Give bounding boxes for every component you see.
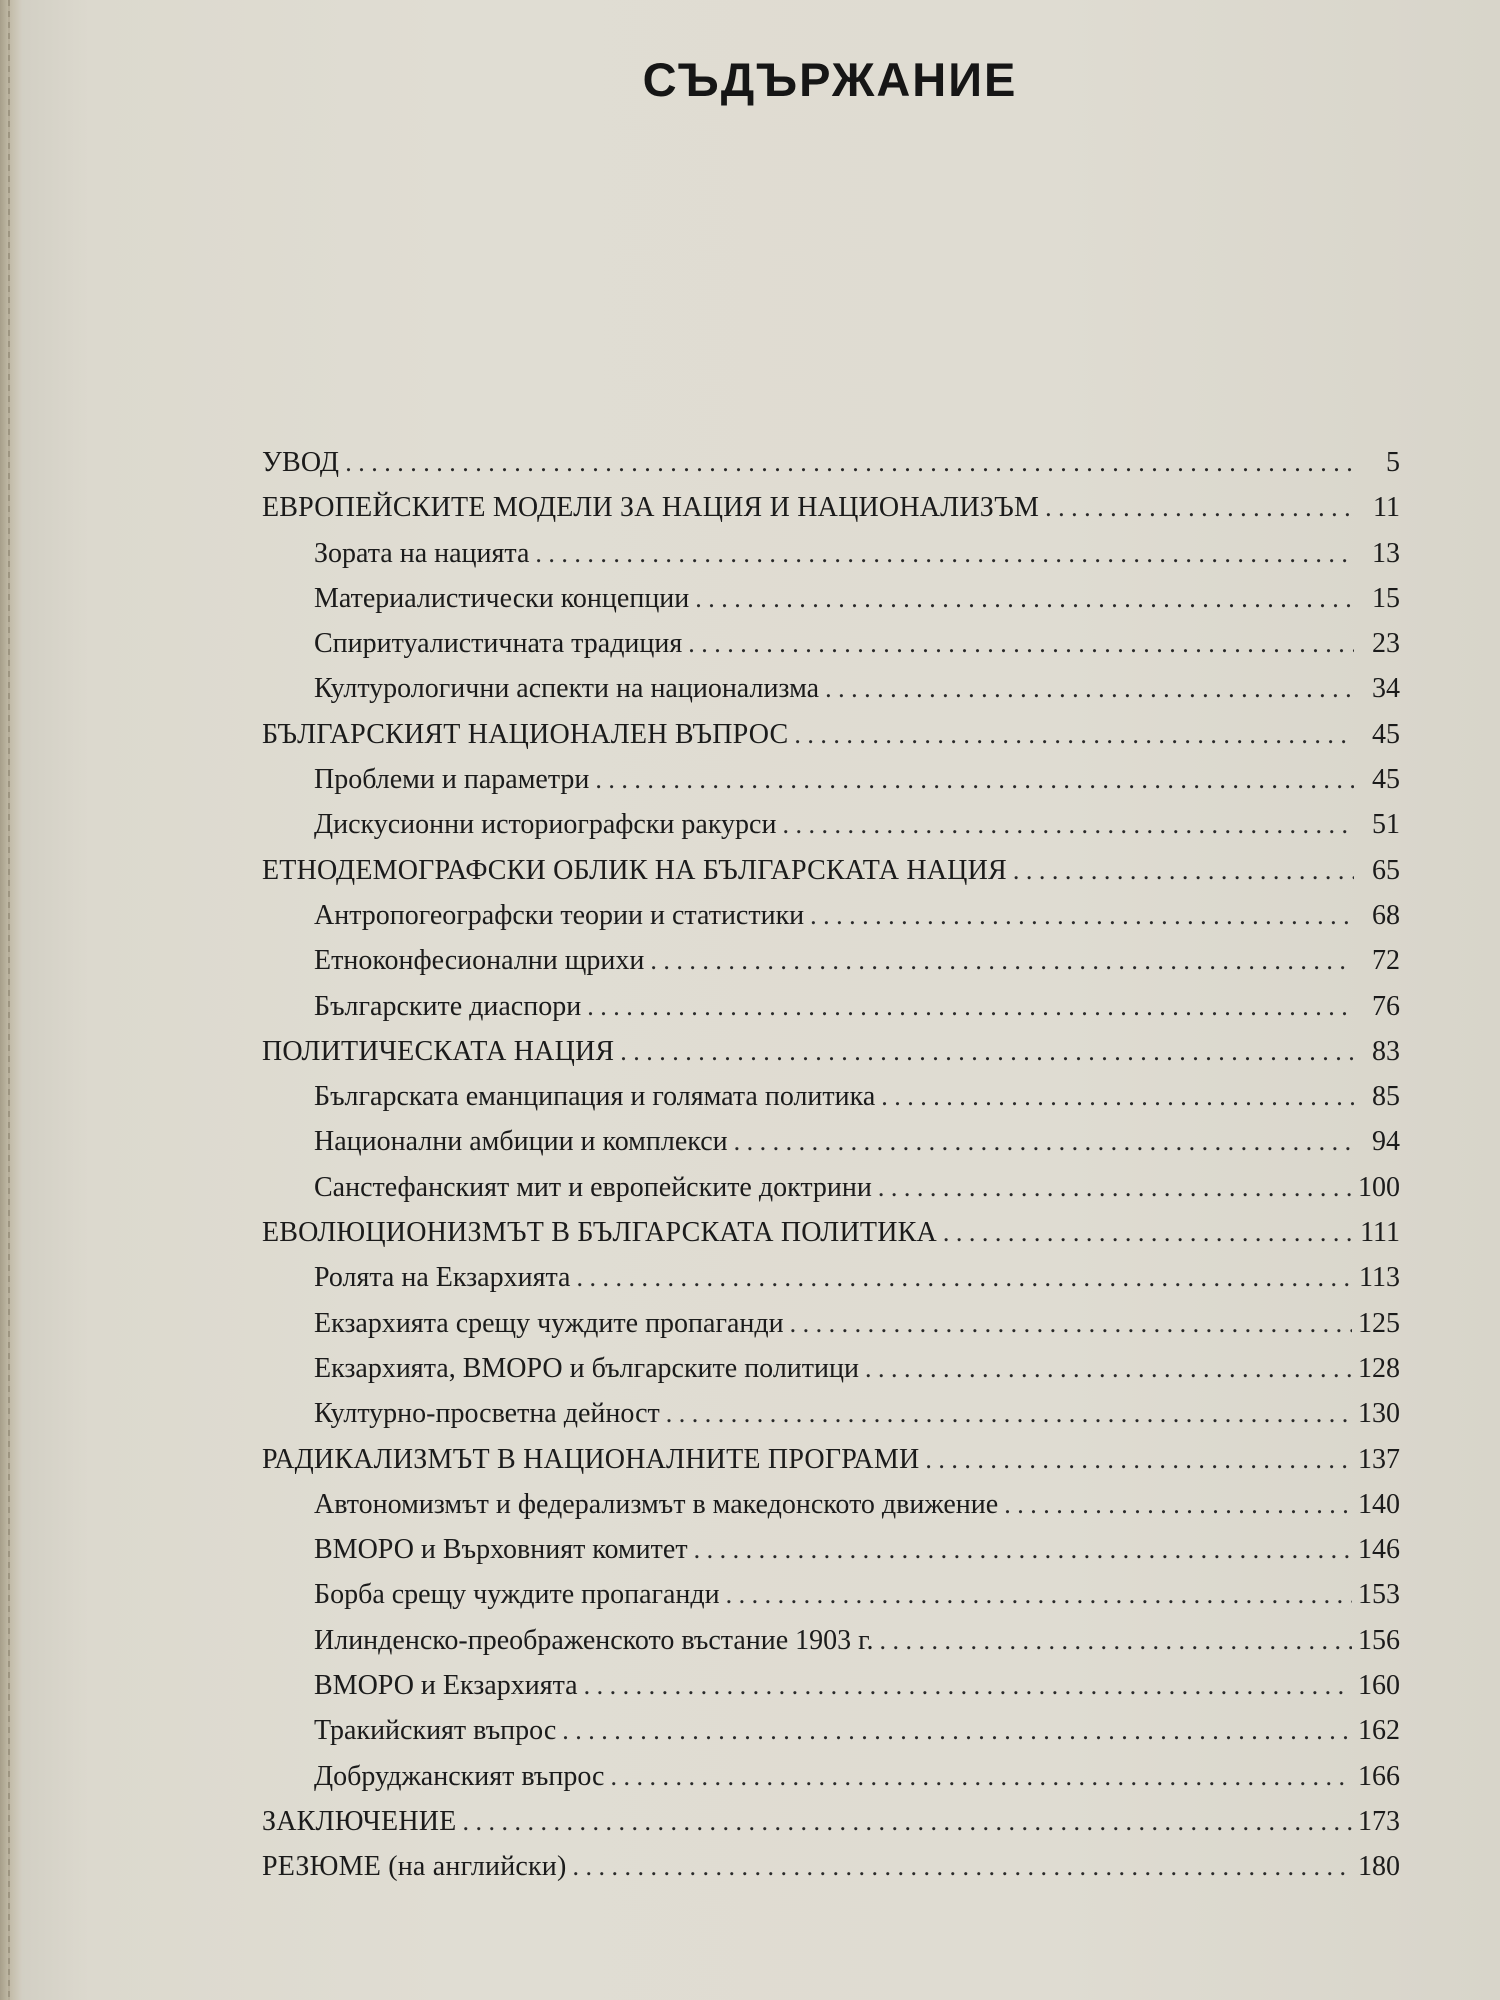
toc-section-entry	[262, 1708, 1400, 1753]
toc-page-number: 160	[1358, 1670, 1400, 1702]
page-title: СЪДЪРЖАНИЕ	[642, 53, 1018, 106]
toc-section-entry	[262, 666, 1400, 711]
toc-chapter-entry	[262, 1210, 1400, 1255]
toc-entry-label: Етноконфесионални щрихи	[314, 945, 645, 977]
toc-section-entry	[262, 1165, 1400, 1210]
toc-dot-leader	[1013, 848, 1354, 893]
toc-page-number: 45	[1372, 764, 1400, 796]
toc-page-number: 65	[1372, 854, 1400, 886]
toc-page-number: 173	[1358, 1805, 1400, 1837]
toc-entry-label: Борба срещу чуждите пропаганди	[314, 1579, 720, 1611]
toc-page-number: 166	[1358, 1760, 1400, 1792]
toc-entry-label: Зората на нацията	[314, 537, 530, 569]
toc-section-entry	[262, 757, 1400, 802]
toc-entry-label: Ролята на Екзархията	[314, 1262, 571, 1294]
toc-dot-leader	[535, 531, 1354, 576]
toc-dot-leader	[595, 757, 1354, 802]
toc-dot-leader	[825, 666, 1354, 711]
toc-page-number: 85	[1372, 1081, 1400, 1113]
toc-dot-leader	[881, 1074, 1354, 1119]
toc-page-number: 76	[1372, 990, 1400, 1022]
toc-dot-leader	[584, 1663, 1352, 1708]
toc-dot-leader	[587, 984, 1354, 1029]
toc-entry-label: УВОД	[262, 447, 340, 478]
toc-dot-leader	[810, 893, 1354, 938]
toc-dot-leader	[695, 576, 1354, 621]
toc-section-entry	[262, 576, 1400, 621]
toc-section-entry	[262, 1663, 1400, 1708]
toc-dot-leader	[688, 621, 1354, 666]
toc-dot-leader	[462, 1799, 1352, 1844]
toc-entry-label: Българската еманципация и голямата политика	[314, 1081, 876, 1113]
toc-dot-leader	[694, 1527, 1352, 1572]
toc-dot-leader	[782, 802, 1354, 847]
toc-dot-leader	[666, 1391, 1352, 1436]
toc-section-entry	[262, 802, 1400, 847]
toc-page-number: 125	[1358, 1307, 1400, 1339]
toc-entry-label: Тракийският въпрос	[314, 1715, 557, 1747]
toc-entry-label: Културологични аспекти на национализма	[314, 673, 820, 705]
toc-page-number: 128	[1358, 1352, 1400, 1384]
toc-entry-label: Проблеми и параметри	[314, 764, 590, 796]
toc-page-number: 13	[1372, 537, 1400, 569]
toc-page-number: 11	[1373, 492, 1400, 524]
toc-section-entry	[262, 1482, 1400, 1527]
toc-section-entry	[262, 1255, 1400, 1300]
toc-dot-leader	[610, 1754, 1352, 1799]
toc-dot-leader	[865, 1346, 1352, 1391]
toc-entry-label: БЪЛГАРСКИЯТ НАЦИОНАЛЕН ВЪПРОС	[262, 718, 789, 750]
toc-section-entry	[262, 1754, 1400, 1799]
toc-dot-leader	[1045, 485, 1354, 530]
toc-entry-label: Културно-просветна дейност	[314, 1398, 660, 1430]
toc-dot-leader	[790, 1301, 1352, 1346]
toc-page-number: 72	[1372, 945, 1400, 977]
toc-entry-label: Екзархията срещу чуждите пропаганди	[314, 1307, 784, 1339]
toc-entry-label: Автономизмът и федерализмът в македонското движение	[314, 1488, 999, 1520]
toc-section-entry	[262, 938, 1400, 983]
toc-entry-label: Екзархията, ВМОРО и българските политици	[314, 1352, 859, 1384]
toc-section-entry	[262, 1346, 1400, 1391]
toc-section-entry	[262, 984, 1400, 1029]
toc-entry-label: Илинденско-преображенското въстание 1903 г.	[314, 1624, 874, 1656]
toc-entry-label: ВМОРО и Екзархията	[314, 1670, 578, 1702]
toc-dot-leader	[345, 440, 1354, 485]
toc-chapter-entry	[262, 712, 1400, 757]
toc-page-number: 140	[1358, 1488, 1400, 1520]
toc-dot-leader	[794, 712, 1354, 757]
toc-entry-label: ЕТНОДЕМОГРАФСКИ ОБЛИК НА БЪЛГАРСКАТА НАЦИЯ	[262, 854, 1007, 886]
toc-page-number: 45	[1372, 718, 1400, 750]
toc-entry-label: Дискусионни историографски ракурси	[314, 809, 777, 841]
toc-dot-leader	[650, 938, 1354, 983]
toc-chapter-entry	[262, 485, 1400, 530]
toc-chapter-entry	[262, 1029, 1400, 1074]
toc-section-entry	[262, 1391, 1400, 1436]
toc-page-number: 180	[1358, 1851, 1400, 1883]
toc-dot-leader	[1004, 1482, 1352, 1527]
toc-page-number: 111	[1360, 1217, 1400, 1249]
toc-dot-leader	[726, 1572, 1352, 1617]
toc-dot-leader	[620, 1029, 1354, 1074]
toc-chapter-entry	[262, 848, 1400, 893]
toc-page-number: 130	[1358, 1398, 1400, 1430]
toc-page-number: 162	[1358, 1715, 1400, 1747]
toc-entry-label: ЕВОЛЮЦИОНИЗМЪТ В БЪЛГАРСКАТА ПОЛИТИКА	[262, 1217, 937, 1249]
toc-dot-leader	[880, 1618, 1353, 1663]
toc-section-entry	[262, 1119, 1400, 1164]
toc-entry-label: Антропогеографски теории и статистики	[314, 899, 805, 931]
toc-page-number: 23	[1372, 628, 1400, 660]
toc-page-number: 34	[1372, 673, 1400, 705]
toc-chapter-entry	[262, 1437, 1400, 1482]
toc-page-number: 94	[1372, 1126, 1400, 1158]
toc-dot-leader	[576, 1255, 1353, 1300]
toc-section-entry	[262, 621, 1400, 666]
toc-section-entry	[262, 1074, 1400, 1119]
table-of-contents	[262, 440, 1400, 1890]
toc-dot-leader	[734, 1119, 1354, 1164]
toc-entry-label: Материалистически концепции	[314, 582, 690, 614]
toc-page-number: 83	[1372, 1035, 1400, 1067]
toc-entry-label: ЕВРОПЕЙСКИТЕ МОДЕЛИ ЗА НАЦИЯ И НАЦИОНАЛИЗЪМ	[262, 492, 1040, 524]
toc-chapter-entry	[262, 440, 1400, 485]
toc-entry-label: ЗАКЛЮЧЕНИЕ	[262, 1805, 457, 1837]
toc-page-number: 113	[1359, 1262, 1400, 1294]
toc-entry-label: Национални амбиции и комплекси	[314, 1126, 728, 1158]
toc-page-number: 146	[1358, 1534, 1400, 1566]
toc-chapter-entry	[262, 1799, 1400, 1844]
toc-entry-label: РЕЗЮМЕ (на английски)	[262, 1851, 567, 1883]
toc-section-entry	[262, 531, 1400, 576]
toc-dot-leader	[562, 1708, 1352, 1753]
toc-page-number: 5	[1386, 447, 1400, 478]
toc-entry-label: Санстефанският мит и европейските доктрини	[314, 1171, 872, 1203]
toc-page-number: 153	[1358, 1579, 1400, 1611]
toc-page-number: 51	[1372, 809, 1400, 841]
toc-entry-label: Българските диаспори	[314, 990, 582, 1022]
toc-page-number: 156	[1358, 1624, 1400, 1656]
toc-entry-label: ПОЛИТИЧЕСКАТА НАЦИЯ	[262, 1035, 615, 1067]
toc-chapter-entry	[262, 1844, 1400, 1889]
toc-section-entry	[262, 1618, 1400, 1663]
toc-page-number: 68	[1372, 899, 1400, 931]
toc-page-number: 15	[1372, 582, 1400, 614]
toc-section-entry	[262, 893, 1400, 938]
toc-page-number: 137	[1358, 1443, 1400, 1475]
toc-dot-leader	[878, 1165, 1352, 1210]
toc-section-entry	[262, 1527, 1400, 1572]
toc-page-number: 100	[1358, 1171, 1400, 1203]
toc-entry-label: Спиритуалистичната традиция	[314, 628, 683, 660]
toc-dot-leader	[943, 1210, 1354, 1255]
toc-section-entry	[262, 1572, 1400, 1617]
toc-entry-label: РАДИКАЛИЗМЪТ В НАЦИОНАЛНИТЕ ПРОГРАМИ	[262, 1443, 920, 1475]
toc-entry-label: ВМОРО и Върховният комитет	[314, 1534, 688, 1566]
toc-entry-label: Добруджанският въпрос	[314, 1760, 605, 1792]
toc-dot-leader	[573, 1844, 1352, 1889]
book-spine-edge	[0, 0, 22, 2000]
toc-dot-leader	[925, 1437, 1352, 1482]
toc-section-entry	[262, 1301, 1400, 1346]
